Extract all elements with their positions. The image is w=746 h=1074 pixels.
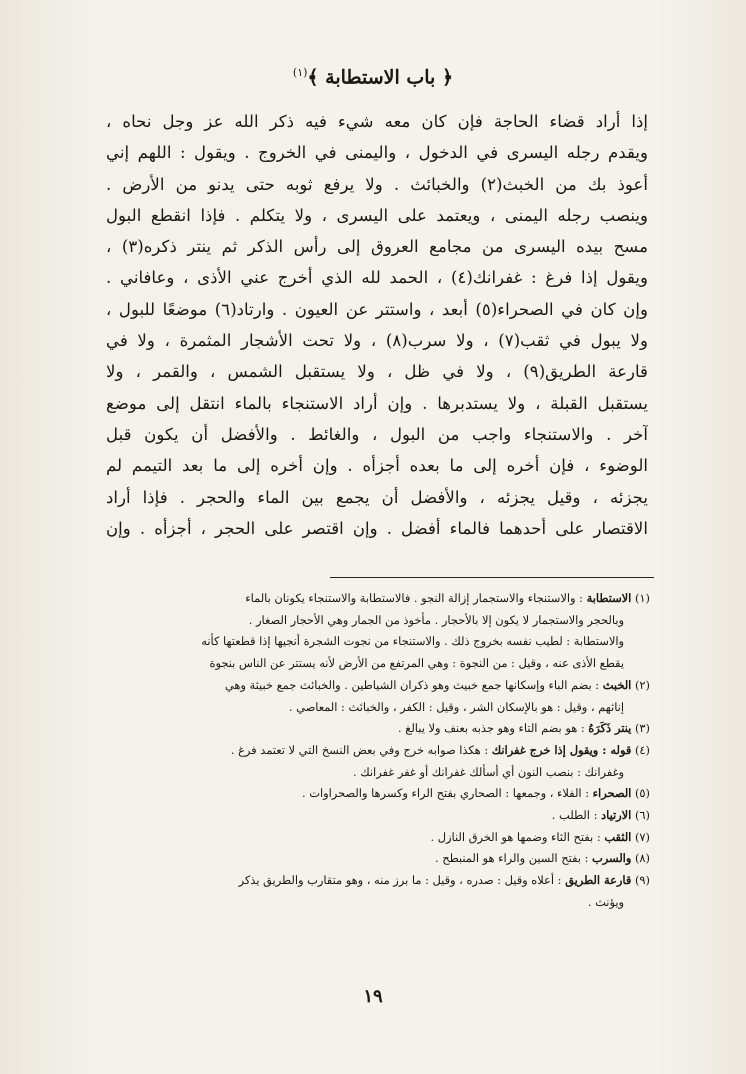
footnote-line — [110, 675, 650, 697]
footnote-number: (٦) — [634, 808, 650, 823]
footnote-text: : هكذا صوابه خرج وفي بعض النسخ التي لا تعتمد فرغ . — [230, 742, 489, 757]
footnote-number: (٢) — [634, 677, 650, 692]
footnote-term: الارتياد — [601, 808, 632, 823]
footnote-number: (٤) — [634, 742, 650, 757]
footnote-text: : بفتح السين والراء هو المنبطح . — [434, 851, 589, 866]
footnote-text: : هو بضم التاء وهو جذبه بعنف ولا يبالغ . — [398, 721, 585, 736]
footnote-line — [110, 718, 650, 740]
body-line: آخر . والاستنجاء واجب من البول ، والغائط . والأفضل أن يكون قبل — [106, 424, 648, 444]
footnote-line — [110, 892, 650, 914]
footnote-term: الاستطابة — [586, 591, 632, 605]
footnote-text: وغفرانك : بنصب النون أي أسألك غفرانك أو غفر غفرانك . — [353, 764, 624, 779]
footnote-number: (٨) — [634, 851, 650, 866]
chapter-title-note-ref: (١) — [292, 66, 308, 79]
footnote-term: الثقب — [604, 829, 632, 844]
footnote-text: وبالحجر والاستجمار لا يكون إلا بالأحجار . مأخوذ من الجمار وهي الأحجار الصغار . — [248, 612, 624, 627]
body-line: الوضوء ، فإن أخره إلى ما بعده أجزأه . وإن أخره إلى ما بعد التيمم لم — [106, 456, 648, 476]
footnote-text: : أعلاه وقيل : صدره ، وقيل : ما برز منه ، وهو متقارب والطريق يذكر — [238, 873, 562, 888]
footnote-term: ينتر ذَكَرَهُ — [588, 721, 632, 736]
footnote-line — [110, 697, 650, 719]
footnote-text: إناثهم ، وقيل : هو بالإسكان الشر ، وقيل : الكفر ، والخبائث : المعاصي . — [288, 699, 624, 714]
footnote-term: الصحراء — [592, 786, 632, 801]
footnote-line — [110, 631, 650, 653]
footnote-term: قوله : ويقول إذا خرج غفرانك — [491, 742, 632, 757]
body-line: ويقدم رجله اليسرى في الدخول ، واليمنى في الخروج . ويقول : اللهم إني — [106, 143, 648, 163]
body-line: ويقول إذا فرغ : غفرانك(٤) ، الحمد لله الذي أخرج عني الأذى ، وعافاني . — [106, 268, 648, 288]
body-line: ولا يبول في ثقب(٧) ، ولا سرب(٨) ، ولا تحت الأشجار المثمرة ، ولا في — [106, 331, 648, 351]
footnote-text: : الطلب . — [551, 808, 598, 823]
footnote-line — [110, 783, 650, 805]
footnote-line — [110, 610, 650, 632]
footnote-text: ويؤنث . — [587, 894, 624, 909]
footnote-text: : الفلاء ، وجمعها : الصحاري بفتح الراء وكسرها والصحراوات . — [302, 786, 590, 801]
body-line: يستقبل القبلة ، ولا يستدبرها . وإن أراد الاستنجاء بالماء انتقل إلى موضع — [106, 393, 648, 413]
footnote-term: والسرب — [592, 851, 632, 866]
footnote-text: : بضم الباء وإسكانها جمع خبيث وهو ذكران الشياطين . والخبائث جمع خبيثة وهي — [224, 677, 600, 692]
footnote-number: (٩) — [634, 873, 650, 888]
footnote-line — [110, 848, 650, 870]
footnote-term: الخبث — [602, 677, 632, 692]
body-line: يجزئه ، وقيل يجزئه ، والأفضل أن يجمع بين الماء والحجر . فإذا أراد — [106, 487, 648, 507]
footnote-separator — [330, 577, 654, 578]
footnote-line — [110, 588, 650, 610]
main-text — [106, 106, 648, 544]
footnotes — [110, 588, 650, 914]
footnote-number: (٣) — [634, 721, 650, 736]
footnote-text: والاستطابة : لطيب نفسه بخروج ذلك . والاستنجاء من نجوت الشجرة أنجيها إذا قطعتها كأنه — [201, 634, 624, 649]
body-line: قارعة الطريق(٩) ، ولا في ظل ، ولا يستقبل الشمس ، والقمر ، ولا — [106, 362, 648, 382]
body-line: أعوذ بك من الخبث(٢) والخبائث . ولا يرفع ثوبه حتى يدنو من الأرض . — [106, 174, 648, 194]
footnote-text: يقطع الأذى عنه ، وقيل : من النجوة : وهي المرتفع من الأرض لأنه يستتر عن الناس بنجوة — [209, 656, 624, 671]
body-line: مسح بيده اليسرى من مجامع العروق إلى رأس الذكر ثم ينتر ذكره(٣) ، — [106, 237, 648, 257]
footnote-line — [110, 762, 650, 784]
footnote-text: : والاستنجاء والاستجمار إزالة النجو . فالاستطابة والاستنجاء يكونان بالماء — [245, 591, 583, 605]
page-number: ١٩ — [363, 986, 383, 1007]
body-line: الاقتصار على أحدهما فالماء أفضل . وإن اقتصر على الحجر ، أجزأه . وإن — [106, 518, 648, 538]
footnote-line — [110, 805, 650, 827]
body-line: إذا أراد قضاء الحاجة فإن كان معه شيء فيه ذكر الله عز وجل نحاه ، — [106, 112, 648, 131]
footnote-number: (٥) — [634, 786, 650, 801]
footnote-term: قارعة الطريق — [565, 873, 632, 888]
body-line: وإن كان في الصحراء(٥) أبعد ، واستتر عن العيون . وارتاد(٦) موضعًا للبول ، — [106, 299, 648, 319]
footnote-line — [110, 653, 650, 675]
footnote-line — [110, 740, 650, 762]
chapter-title-text: ﴿ باب الاستطابة ﴾ — [307, 66, 454, 89]
chapter-title — [0, 66, 746, 88]
footnote-line — [110, 827, 650, 849]
footnote-text: : بفتح الثاء وضمها هو الخرق النازل . — [430, 829, 601, 844]
footnote-line — [110, 870, 650, 892]
footnote-number: (١) — [634, 591, 650, 605]
footnote-number: (٧) — [634, 829, 650, 844]
body-line: وينصب رجله اليمنى ، ويعتمد على اليسرى ، ولا يتكلم . فإذا انقطع البول — [106, 205, 648, 225]
